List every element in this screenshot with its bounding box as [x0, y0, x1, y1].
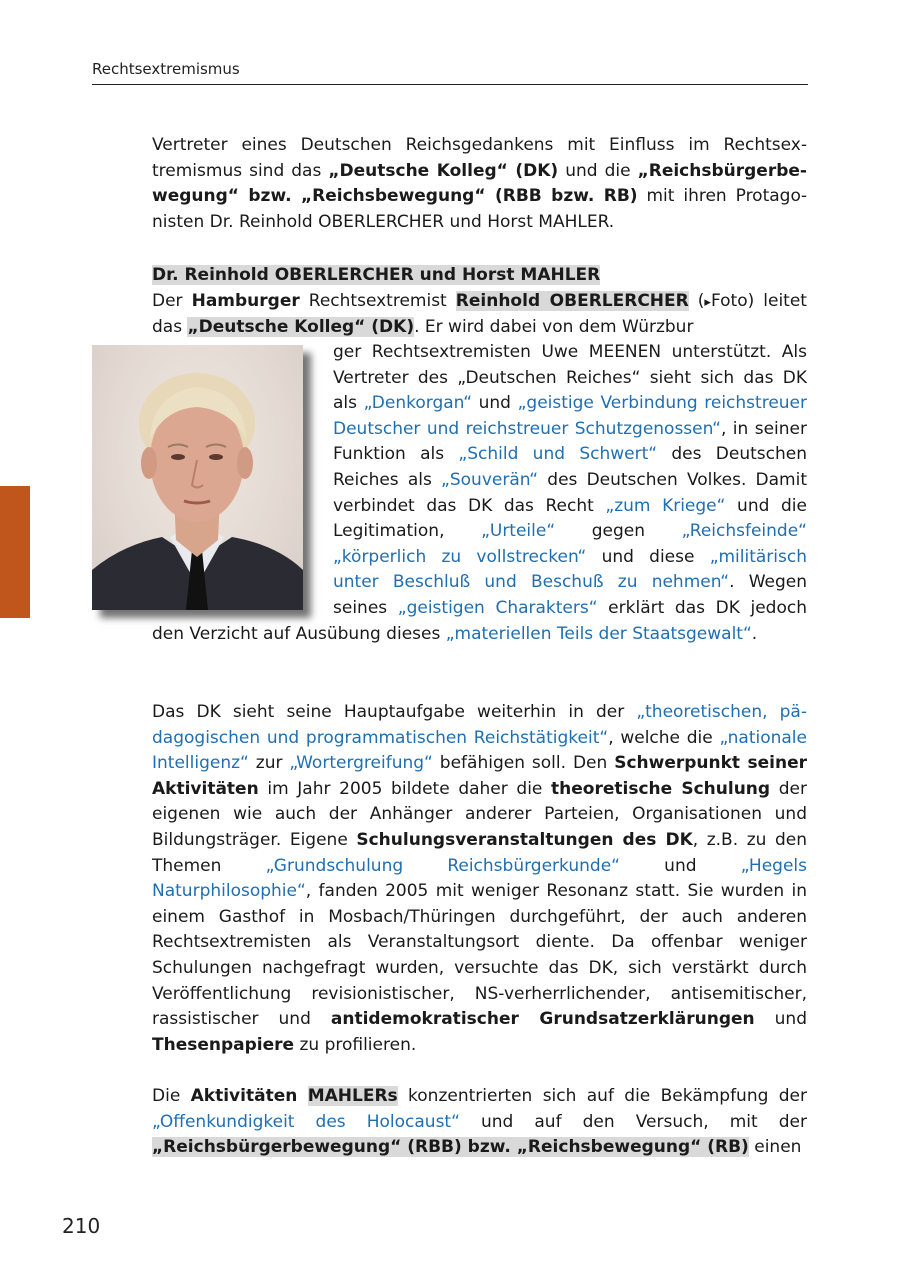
- bold-term: „Deutsche Kolleg“ (DK): [328, 160, 559, 181]
- bold-term: theoretische Schulung: [551, 778, 771, 799]
- page-number: 210: [62, 1214, 101, 1238]
- text-run: und diese: [586, 546, 710, 567]
- text-run: , z.B. zu den Themen: [152, 829, 808, 876]
- quote-highlight: „Souverän“: [441, 469, 539, 490]
- text-run: und die Legitimation,: [333, 495, 807, 542]
- text-run: konzentrierten sich auf die Bekämpfung der: [397, 1086, 807, 1106]
- quote-highlight: „nationale Intelligenz“: [152, 727, 807, 774]
- text-run: , in seiner Funktion als: [333, 418, 807, 465]
- bold-term: antidemokratischer Grundsatzerklärungen: [330, 1009, 755, 1030]
- photo-spacer: [92, 340, 303, 608]
- quote-highlight: „materiellen Teils der Staatsgewalt“: [445, 623, 752, 644]
- text-run: des Deutschen Reiches als: [333, 444, 807, 490]
- running-head: Rechtsextremismus: [92, 60, 240, 78]
- text-run: und: [472, 393, 518, 414]
- text-run: der eigenen wie auch der Anhänger anderer Parteien, Organisationen und Bildungsträger. Eigene: [152, 778, 807, 850]
- text-run: im Jahr 2005 bildete daher die: [258, 778, 552, 799]
- bold-term: Schwerpunkt seiner Aktivitäten: [152, 753, 807, 799]
- text-run: Das DK sieht seine Hauptaufgabe weiterhin in der: [152, 702, 637, 722]
- text-run: mit ihren Protagonisten Dr. Reinhold OBERLERCHER und Horst MAHLER.: [152, 186, 807, 232]
- bold-term: Thesenpapiere: [152, 1034, 295, 1055]
- quote-highlight: „Grundschulung Reichsbürgerkunde“: [265, 855, 620, 876]
- text-run: Die: [152, 1086, 191, 1106]
- bold-term: Hamburger: [191, 290, 300, 311]
- text-run: . Er wird dabei von dem Würzbur: [414, 317, 694, 338]
- text-run: Rechtsextremist: [299, 290, 456, 311]
- quote-highlight: „Urteile“: [481, 521, 556, 542]
- text-run: befähigen soll. Den: [432, 753, 615, 774]
- text-run: zu profilieren.: [294, 1034, 417, 1055]
- section-heading: Dr. Reinhold OBERLERCHER und Horst MAHLER: [152, 265, 601, 285]
- quote-highlight: „Wortergreifung“: [289, 753, 433, 774]
- text-run: Vertreter eines Deutschen Reichsgedankens mit Einfluss im Rechtsextremismus sind das: [152, 135, 807, 181]
- text-run: erklärt das DK jedoch den Verzicht auf Ausübung dieses: [152, 597, 807, 644]
- highlighted-name: MAHLERs: [307, 1086, 398, 1106]
- text-run: . Wegen seines: [333, 572, 807, 618]
- intro-paragraph: [152, 133, 807, 235]
- quote-highlight: „Offenkundigkeit des Holocaust“: [152, 1111, 460, 1132]
- quote-highlight: „Reichsfeinde“ „körperlich zu vollstrecken“: [333, 521, 807, 567]
- oberlercher-paragraph-flow: [152, 340, 807, 647]
- oberlercher-paragraph: [152, 289, 807, 341]
- text-run: , welche die: [608, 727, 720, 748]
- quote-highlight: „Hegels Naturphilosophie“: [152, 855, 807, 902]
- highlighted-term: „Reichsbürgerbewegung“ (RBB) bzw. „Reichsbewegung“ (RB): [152, 1137, 749, 1158]
- mahler-paragraph: [152, 1084, 807, 1161]
- quote-highlight: „zum Kriege“: [605, 495, 726, 516]
- oberlercher-section: [152, 263, 807, 341]
- quote-highlight: „geistigen Charakters“: [397, 597, 598, 618]
- text-run: Foto) leitet das: [152, 290, 807, 338]
- chapter-tab-marker: [0, 486, 30, 618]
- text-run: zur: [248, 753, 290, 774]
- quote-highlight: „militärisch unter Beschluß und Beschuß zu nehmen“: [333, 546, 807, 593]
- text-run: , fanden 2005 mit weniger Resonanz statt. Sie wurden in einem Gasthof in Mosbach/Thüringen durchgeführt, der auch anderen Rechtsextremisten als Veranstaltungsort diente. Da offenbar weniger Schulungen nachgefragt wurden, versuchte das DK, sich verstärkt durch Veröffentlichung revisionistischer, NS-verherrlichender, antisemitischer, rassistischer und: [152, 881, 807, 1030]
- bold-term: Aktivitäten: [190, 1086, 298, 1106]
- text-run: ger Rechtsextremisten Uwe MEENEN unterstützt. Als Vertreter des „Deutschen Reiches“ sieht sich das DK als: [333, 342, 807, 414]
- text-run: einen: [748, 1137, 802, 1158]
- text-run: und: [754, 1009, 807, 1030]
- text-run: und auf den Versuch, mit der: [459, 1111, 807, 1132]
- text-run: (: [688, 290, 705, 311]
- quote-highlight: „Schild und Schwert“: [458, 444, 658, 465]
- text-run: und die: [558, 160, 638, 181]
- quote-highlight: „geistige Verbindung reichstreuer Deutscher und reichstreuer Schutzgenossen“: [333, 393, 807, 439]
- photo-reference-arrow-icon: ▸: [704, 294, 711, 310]
- text-run: Der: [152, 290, 192, 311]
- text-run: [297, 1086, 307, 1106]
- header-rule: [92, 84, 808, 85]
- quote-highlight: „theoretischen, pädagogischen und programmatischen Reichstätigkeit“: [152, 702, 807, 748]
- text-run: und: [619, 855, 741, 876]
- bold-term: „Reichsbürgerbewegung“ bzw. „Reichsbewegung“ (RBB bzw. RB): [152, 160, 807, 207]
- text-run: gegen: [555, 521, 682, 542]
- highlighted-name: Reinhold OBERLERCHER: [455, 290, 689, 311]
- highlighted-term: „Deutsche Kolleg“ (DK): [187, 317, 415, 338]
- text-run: .: [751, 623, 758, 644]
- text-run: des Deutschen Volkes. Damit verbindet das DK das Recht: [333, 469, 807, 516]
- bold-term: Schulungsveranstaltungen des DK: [356, 829, 693, 850]
- quote-highlight: „Denkorgan“: [363, 393, 473, 414]
- schulung-paragraph: [152, 700, 807, 1058]
